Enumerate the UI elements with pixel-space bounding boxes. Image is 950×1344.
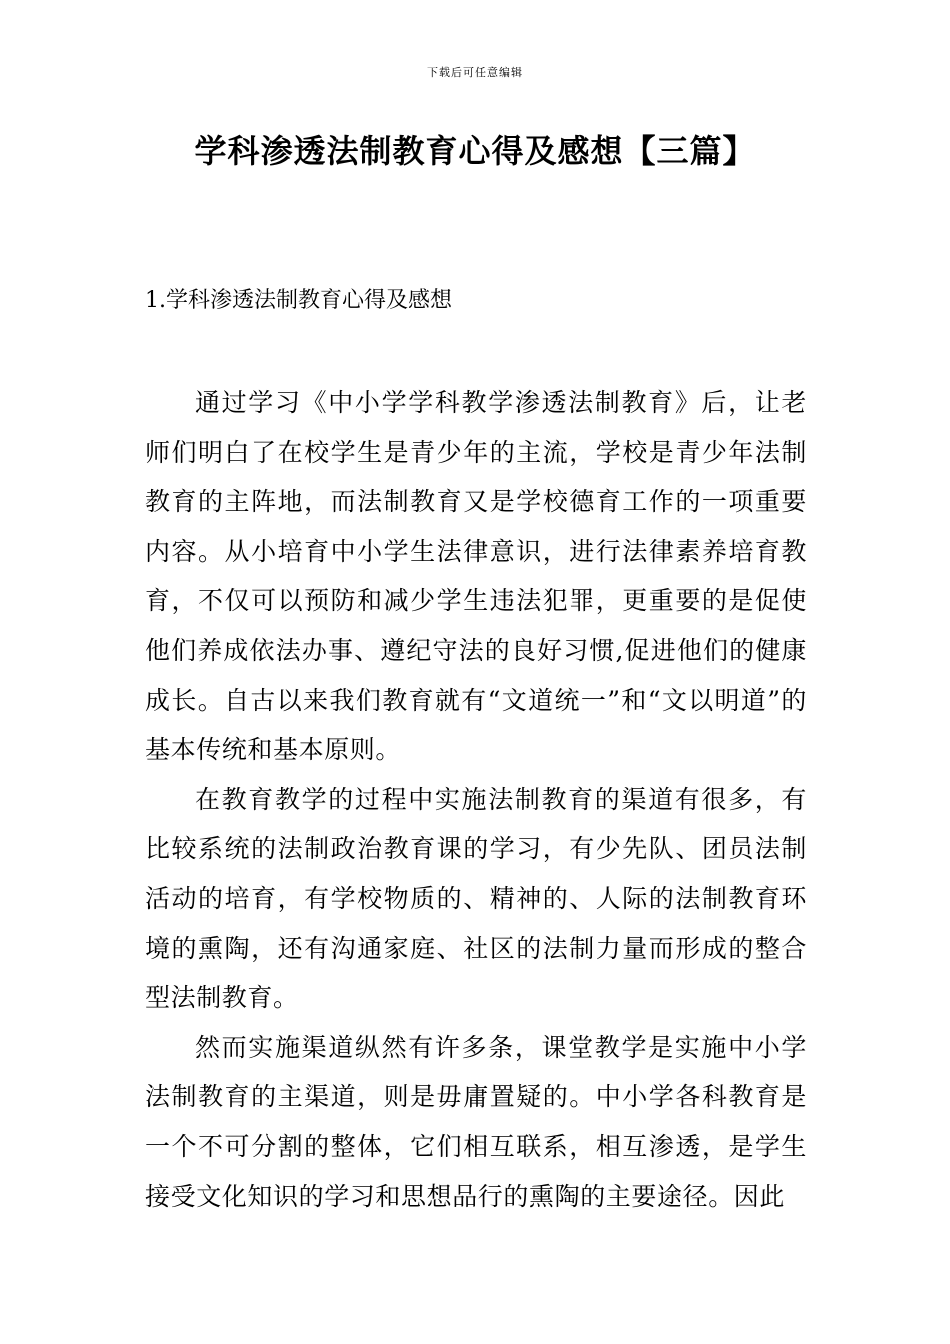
- body-text: [145, 378, 807, 1221]
- paragraph: 然而实施渠道纵然有许多条，课堂教学是实施中小学法制教育的主渠道，则是毋庸置疑的。中小学各科教育是一个不可分割的整体，它们相互联系，相互渗透，是学生接受文化知识的学习和思想品行的熏陶的主要途径。因此: [145, 1032, 807, 1211]
- paragraph: 通过学习《中小学学科教学渗透法制教育》后，让老师们明白了在校学生是青少年的主流，学校是青少年法制教育的主阵地，而法制教育又是学校德育工作的一项重要内容。从小培育中小学生法律意识，进行法律素养培育教育，不仅可以预防和减少学生违法犯罪，更重要的是促使他们养成依法办事、遵纪守法的良好习惯,促进他们的健康成长。自古以来我们教育就有“文道统一”和“文以明道”的基本传统和基本原则。: [145, 388, 807, 765]
- section-heading: 1.学科渗透法制教育心得及感想: [145, 288, 452, 313]
- header-note: 下载后可任意编辑: [427, 66, 523, 79]
- paragraph: 在教育教学的过程中实施法制教育的渠道有很多，有比较系统的法制政治教育课的学习，有少先队、团员法制活动的培育，有学校物质的、精神的、人际的法制教育环境的熏陶，还有沟通家庭、社区的法制力量而形成的整合型法制教育。: [145, 784, 807, 1013]
- document-title: 学科渗透法制教育心得及感想【三篇】: [194, 132, 756, 170]
